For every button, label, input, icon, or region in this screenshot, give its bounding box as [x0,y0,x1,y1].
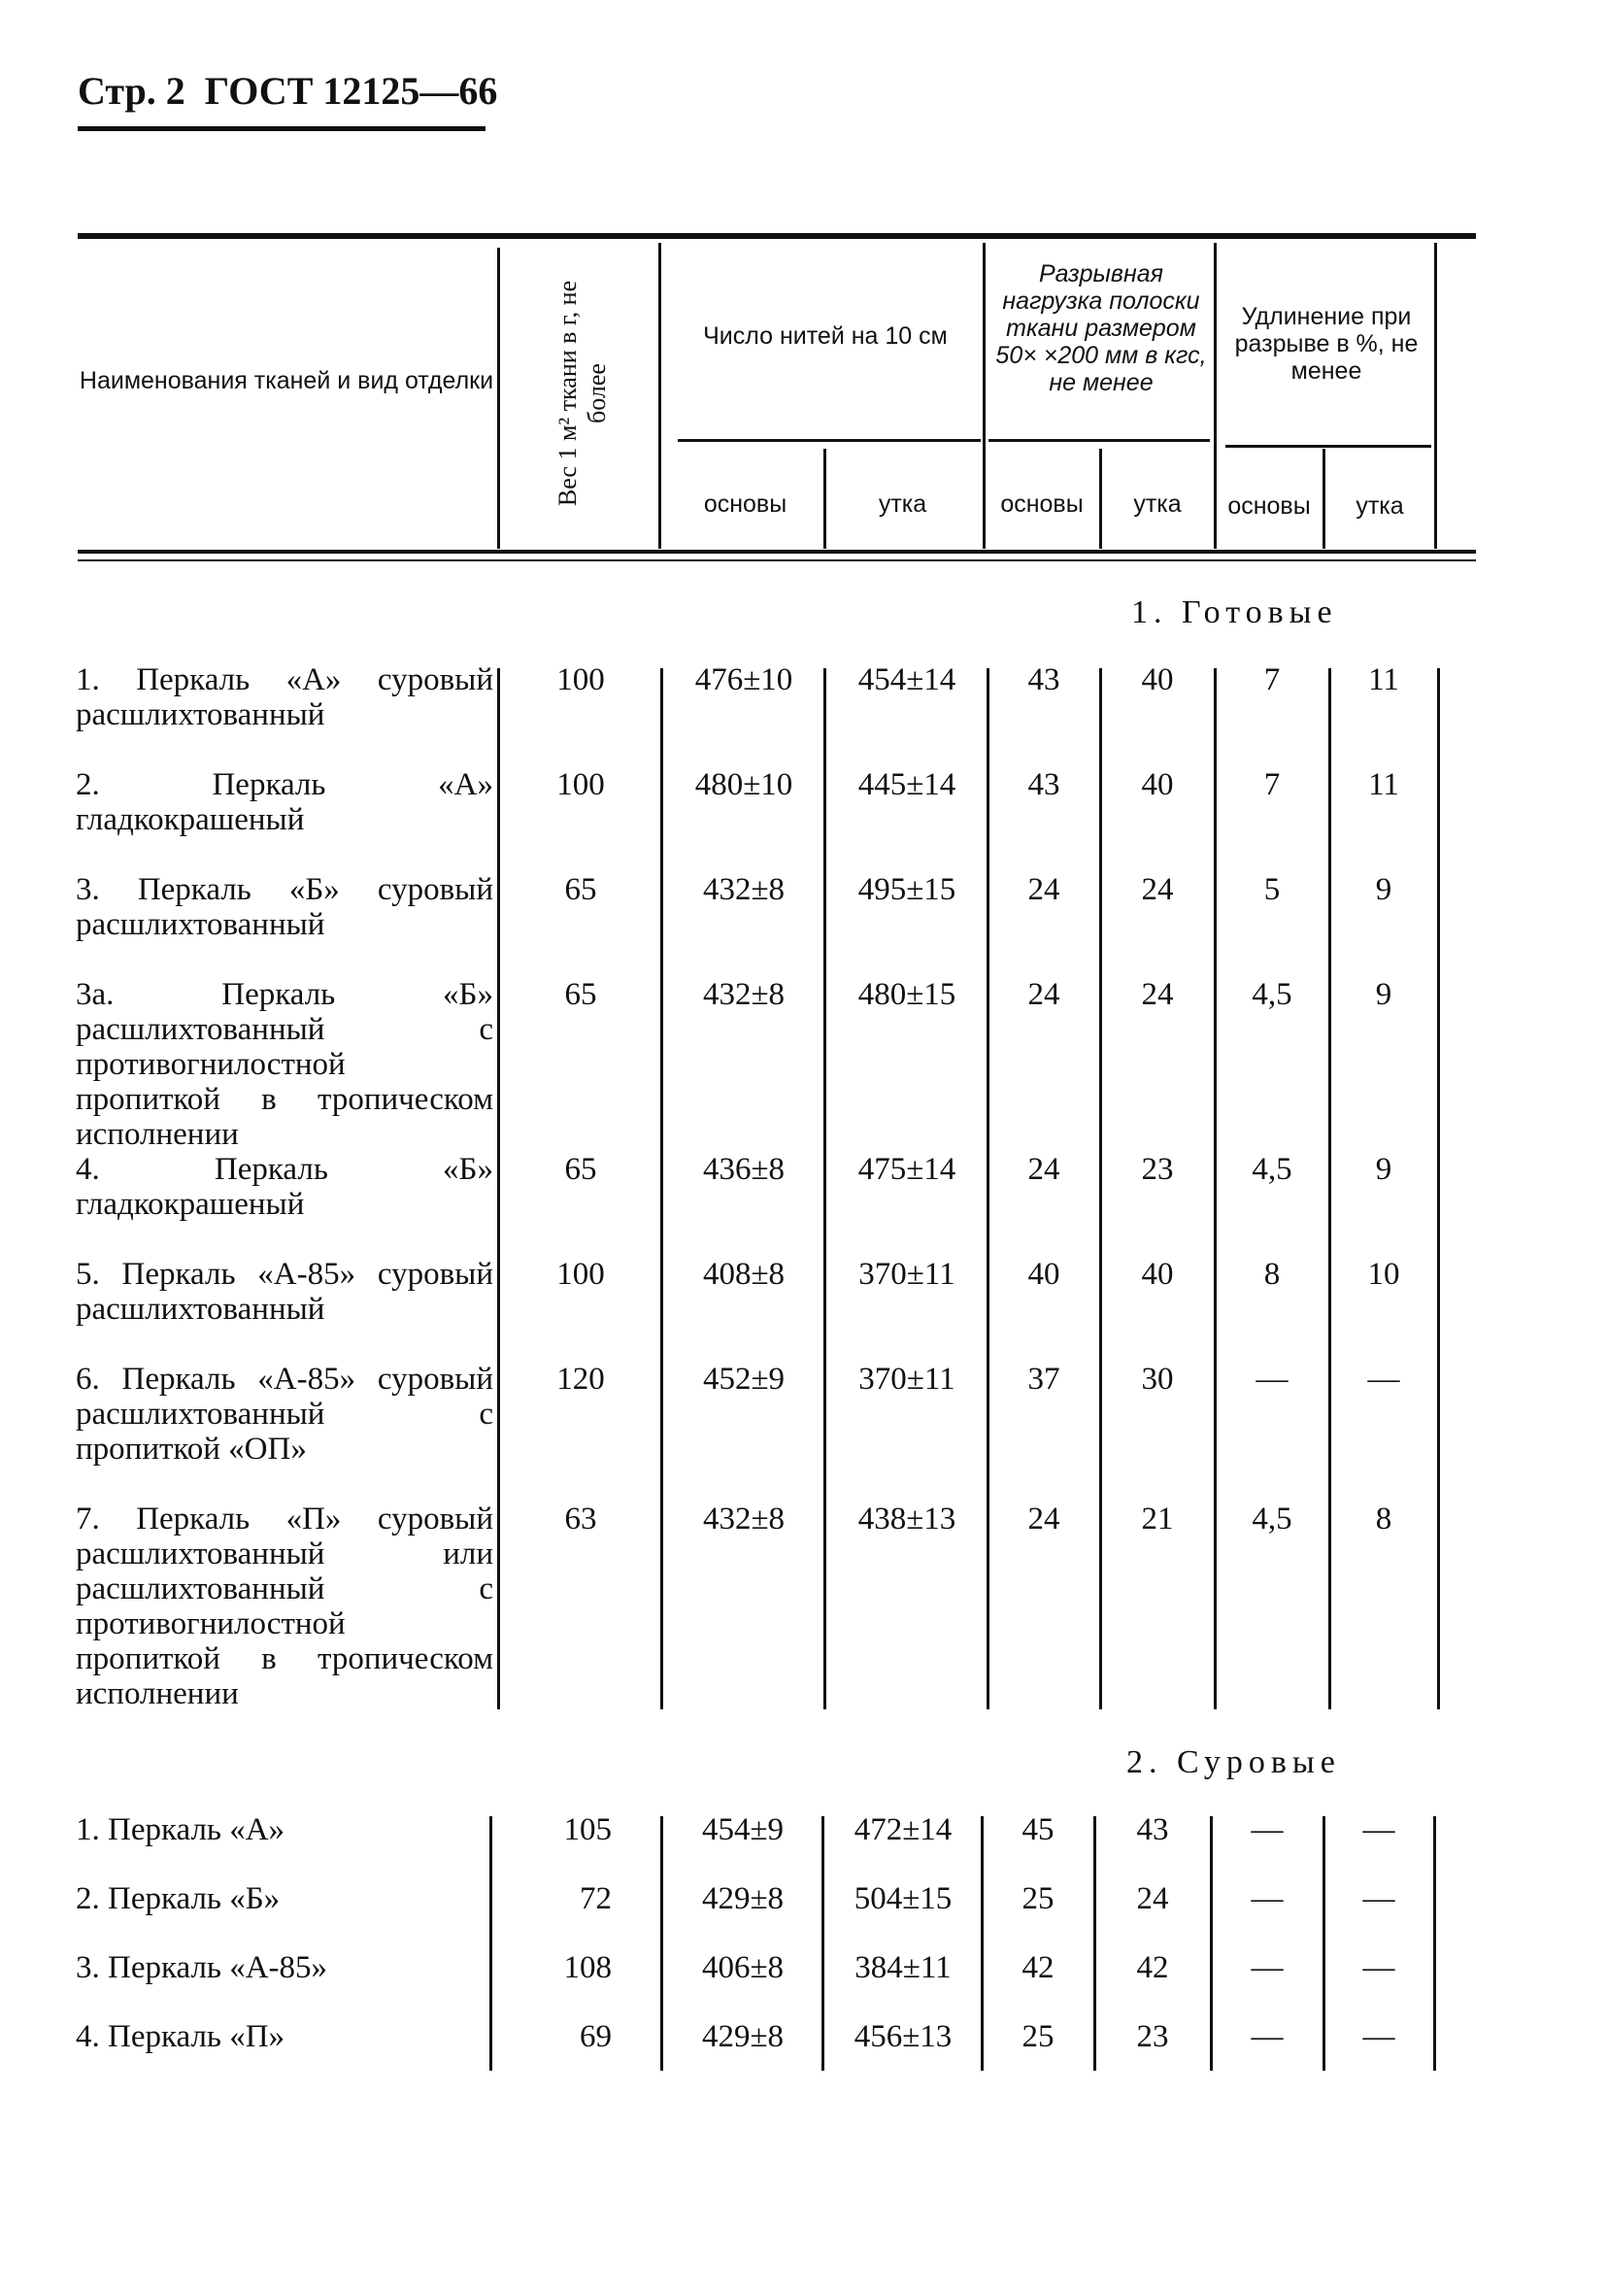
cell-threads-warp: 476±10 [694,662,793,697]
column-divider [823,668,826,1709]
cell-elong-weft: 9 [1375,1152,1392,1187]
cell-elong-weft: 11 [1368,767,1399,802]
row-name: 6. Перкаль «А-85» суровый расшлихтованный с пропиткой «ОП» [76,1362,493,1467]
header-threads-weft: утка [878,490,927,518]
cell-elong-warp: 7 [1263,767,1281,802]
header-weight: Вес 1 м² ткани в г, не более [553,280,611,507]
row-name: 2. Перкаль «Б» [76,1881,281,1916]
cell-threads-weft: 475±14 [857,1152,956,1187]
cell-elong-weft: — [1362,1950,1395,1985]
cell-threads-warp: 452±9 [702,1362,786,1397]
cell-weight: 120 [556,1362,605,1397]
cell-weight: 65 [564,872,597,907]
column-divider [660,668,663,1709]
column-divider [1328,668,1331,1709]
cell-elong-warp: — [1251,1950,1284,1985]
cell-load-warp: 45 [1021,1812,1055,1847]
cell-threads-warp: 408±8 [702,1257,786,1292]
cell-elong-weft: 11 [1368,662,1399,697]
column-divider [1322,1816,1325,2071]
cell-elong-warp: — [1251,1881,1284,1916]
cell-elong-weft: — [1362,1881,1395,1916]
cell-weight: 100 [556,767,605,802]
header-load-weft: утка [1133,490,1182,518]
column-divider [981,1816,984,2071]
cell-elong-weft: 9 [1375,872,1392,907]
cell-elong-warp: 4,5 [1252,1502,1292,1536]
column-divider [1210,1816,1213,2071]
cell-elong-warp: 4,5 [1252,977,1292,1012]
header-subrule [1225,445,1431,448]
cell-elong-warp: — [1251,2019,1284,2054]
column-divider [1214,668,1217,1709]
cell-threads-weft: 384±11 [854,1950,952,1985]
column-divider [1437,668,1440,1709]
cell-load-warp: 37 [1027,1362,1060,1397]
cell-threads-weft: 438±13 [857,1502,956,1536]
cell-load-weft: 40 [1141,1257,1174,1292]
cell-threads-warp: 432±8 [702,872,786,907]
header-subrule [678,439,981,442]
row-name: 4. Перкаль «П» [76,2019,285,2054]
cell-weight: 108 [563,1950,612,1985]
cell-elong-warp: 4,5 [1252,1152,1292,1187]
column-divider [1099,668,1102,1709]
header-divider [1214,243,1217,549]
cell-load-weft: 40 [1141,767,1174,802]
cell-threads-warp: 436±8 [702,1152,786,1187]
header-name: Наименования тканей и вид отделки [79,367,494,394]
page-number: Стр. 2 [78,69,185,113]
column-divider [821,1816,824,2071]
cell-elong-weft: — [1362,2019,1395,2054]
cell-elong-warp: — [1255,1362,1289,1397]
header-threads-warp: основы [703,490,787,518]
column-divider [1093,1816,1096,2071]
cell-weight: 69 [580,2019,612,2054]
table-header-bottom-rule [78,550,1476,554]
cell-load-warp: 25 [1021,1881,1055,1916]
cell-load-warp: 40 [1027,1257,1060,1292]
cell-elong-weft: — [1367,1362,1400,1397]
cell-load-warp: 24 [1027,872,1060,907]
cell-elong-warp: 5 [1263,872,1281,907]
cell-weight: 100 [556,662,605,697]
cell-load-warp: 42 [1021,1950,1055,1985]
cell-threads-warp: 406±8 [701,1950,785,1985]
row-name: 1. Перкаль «А» [76,1812,285,1847]
cell-weight: 105 [563,1812,612,1847]
cell-threads-warp: 429±8 [701,2019,785,2054]
cell-elong-weft: 8 [1375,1502,1392,1536]
column-divider [497,668,500,1709]
header-load: Разрывная нагрузка полоски ткани размером 50× ×200 мм в кгс, не менее [995,260,1207,396]
cell-weight: 65 [564,977,597,1012]
header-divider [1434,243,1437,549]
section-title: 1. Готовые [1131,594,1338,630]
cell-weight: 63 [564,1502,597,1536]
row-name: 7. Перкаль «П» суровый расшлихтованный или расшлихтованный с противогнилостной пропиткой в тропическом исполнении [76,1502,493,1711]
row-name: 4. Перкаль «Б» гладкокрашеный [76,1152,493,1222]
column-divider [660,1816,663,2071]
column-divider [1433,1816,1436,2071]
row-name: 2. Перкаль «А» гладкокрашеный [76,767,493,837]
row-name: 5. Перкаль «А-85» суровый расшлихтованный [76,1257,493,1327]
cell-load-warp: 43 [1027,767,1060,802]
cell-load-weft: 24 [1141,977,1174,1012]
cell-threads-weft: 370±11 [858,1362,955,1397]
cell-load-weft: 24 [1136,1881,1169,1916]
row-name: 3а. Перкаль «Б» расшлихтованный с противогнилостной пропиткой в тропическом исполнении [76,977,493,1152]
cell-load-weft: 42 [1136,1950,1169,1985]
row-name: 1. Перкаль «А» суровый расшлихтованный [76,662,493,732]
cell-load-warp: 43 [1027,662,1060,697]
cell-threads-warp: 432±8 [702,977,786,1012]
cell-load-warp: 24 [1027,1152,1060,1187]
cell-threads-weft: 504±15 [854,1881,953,1916]
header-subdivider [1099,449,1102,549]
cell-load-weft: 23 [1141,1152,1174,1187]
cell-load-warp: 24 [1027,1502,1060,1536]
header-elong-weft: утка [1356,492,1404,520]
header-divider [658,243,661,549]
cell-threads-weft: 370±11 [858,1257,955,1292]
header-divider [983,243,986,549]
table-header-bottom-rule-thin [78,559,1476,561]
header-rule [78,126,485,131]
cell-weight: 100 [556,1257,605,1292]
section-title: 2. Суровые [1126,1744,1341,1780]
cell-threads-weft: 472±14 [854,1812,953,1847]
row-name: 3. Перкаль «А-85» [76,1950,328,1985]
cell-threads-weft: 456±13 [854,2019,953,2054]
cell-elong-weft: — [1362,1812,1395,1847]
cell-load-warp: 24 [1027,977,1060,1012]
cell-threads-weft: 480±15 [857,977,956,1012]
header-divider [497,248,500,549]
header-threads: Число нитей на 10 см [703,322,948,350]
cell-elong-weft: 10 [1367,1257,1400,1292]
cell-threads-warp: 454±9 [701,1812,785,1847]
standard-number: ГОСТ 12125—66 [204,69,498,113]
table-top-rule [78,233,1476,239]
header-elongation: Удлинение при разрыве в %, не менее [1234,303,1419,385]
cell-load-weft: 43 [1136,1812,1169,1847]
cell-threads-warp: 432±8 [702,1502,786,1536]
cell-load-weft: 30 [1141,1362,1174,1397]
cell-weight: 72 [580,1881,612,1916]
cell-threads-warp: 480±10 [694,767,793,802]
cell-elong-warp: — [1251,1812,1284,1847]
header-elong-warp: основы [1227,492,1311,520]
cell-load-weft: 24 [1141,872,1174,907]
cell-threads-weft: 454±14 [857,662,956,697]
column-divider [987,668,989,1709]
cell-load-weft: 23 [1136,2019,1169,2054]
page-header [78,68,497,114]
header-subdivider [1322,449,1325,549]
header-subrule [988,439,1210,442]
cell-threads-warp: 429±8 [701,1881,785,1916]
cell-threads-weft: 445±14 [857,767,956,802]
header-subdivider [823,449,826,549]
row-name: 3. Перкаль «Б» суровый расшлихтованный [76,872,493,942]
cell-elong-warp: 7 [1263,662,1281,697]
cell-load-warp: 25 [1021,2019,1055,2054]
cell-elong-weft: 9 [1375,977,1392,1012]
cell-weight: 65 [564,1152,597,1187]
cell-elong-warp: 8 [1263,1257,1281,1292]
cell-load-weft: 21 [1141,1502,1174,1536]
cell-load-weft: 40 [1141,662,1174,697]
cell-threads-weft: 495±15 [857,872,956,907]
header-load-warp: основы [1000,490,1084,518]
